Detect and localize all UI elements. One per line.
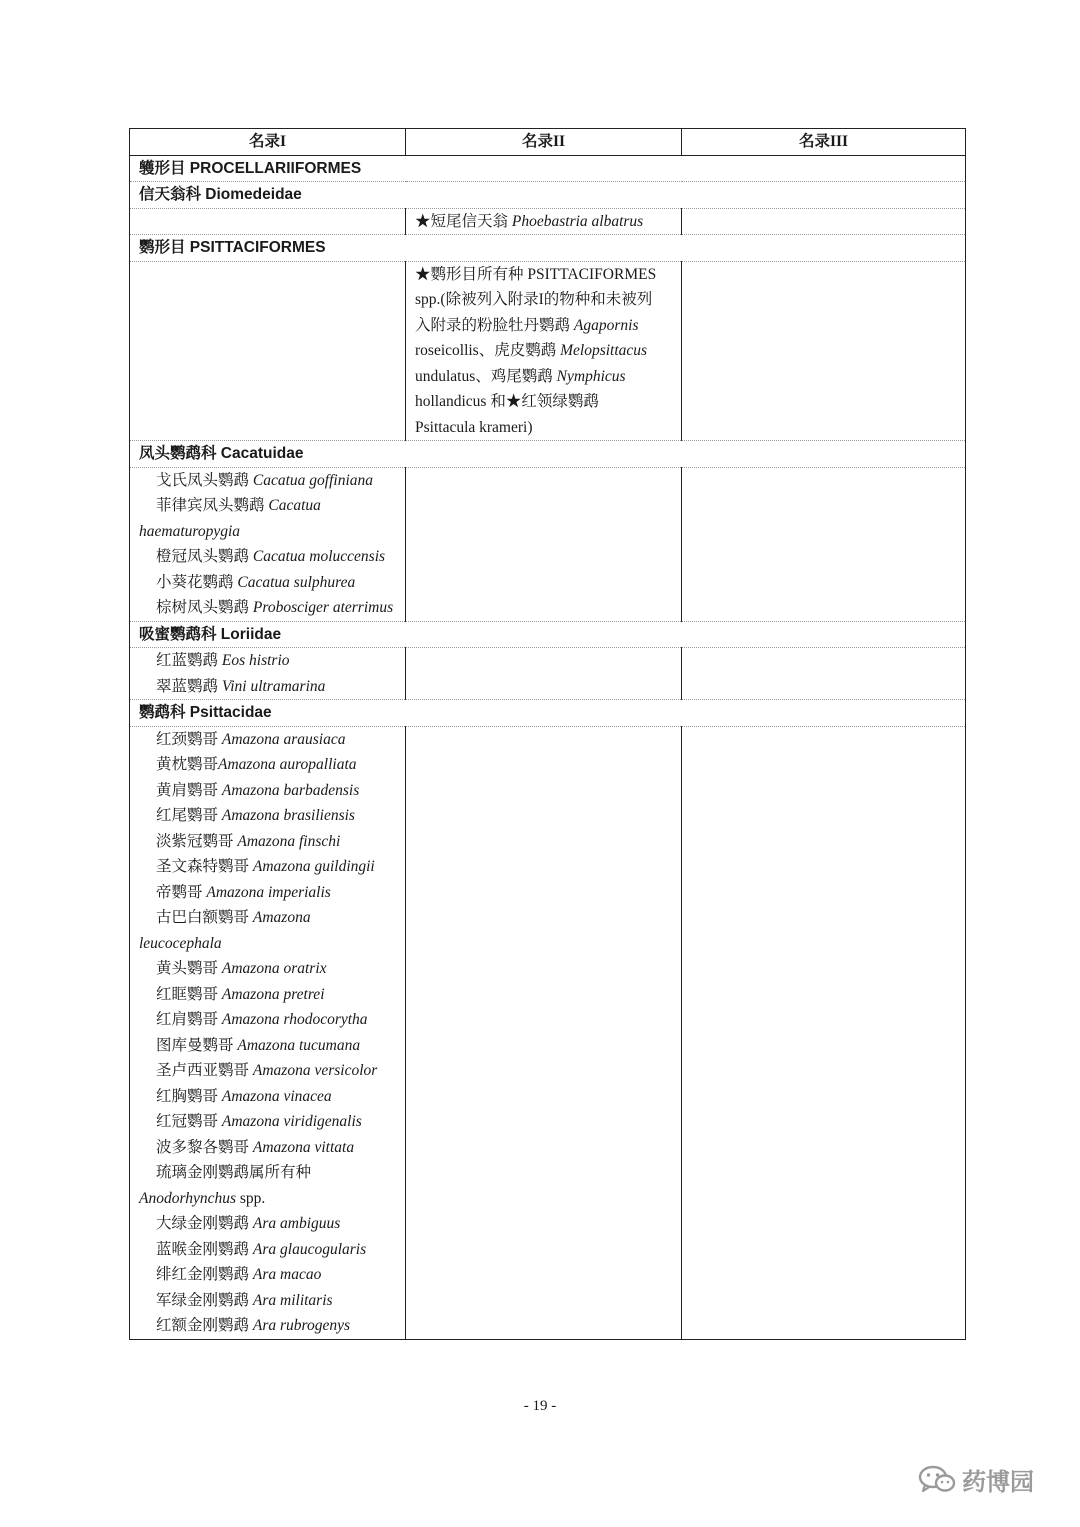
species-entry [139,1135,396,1161]
species-latin: Ara militaris [252,1291,333,1309]
table-row [130,208,966,235]
header-appendix-3: 名录III [682,129,966,156]
species-cn: 波多黎各鹦哥 [156,1138,253,1156]
note-latin: Melopsittacus [560,342,648,359]
species-cn: 蓝喉金刚鹦鹉 [156,1240,253,1258]
species-latin: Amazona barbadensis [221,781,360,799]
group-label: 吸蜜鹦鹉科 Loriidae [130,621,966,648]
note-text: undulatus、鸡尾鹦鹉 [415,367,557,385]
species-cn: 翠蓝鹦鹉 [156,677,222,695]
species-cn: 菲律宾凤头鹦鹉 [156,497,269,514]
species-latin: Amazona oratrix [221,960,327,977]
species-entry [139,778,396,804]
note-line [415,389,672,415]
species-latin: Vini ultramarina [221,677,326,695]
group-row-family [130,700,966,727]
species-cn: 古巴白额鹦哥 [156,909,253,926]
species-latin: Amazona imperialis [206,883,331,901]
group-label: 信天翁科 Diomedeidae [130,182,966,209]
species-cn: 淡紫冠鹦哥 [156,832,238,850]
group-label: 鹱形目 PROCELLARIIFORMES [130,155,966,182]
species-latin: Amazona auropalliata [218,756,357,773]
species-entry [139,905,396,956]
note-latin: Nymphicus [556,367,626,385]
species-suffix: spp. [236,1189,266,1207]
species-latin: Anodorhynchus [139,1189,237,1207]
species-cn: 琉璃金刚鹦鹉属所有种 [156,1164,312,1181]
species-latin: Amazona versicolor [252,1062,378,1079]
species-entry [139,493,396,544]
appendix-3-cell [682,208,966,235]
appendix-3-cell [682,726,966,1339]
species-entry [139,982,396,1008]
species-entry [415,209,672,235]
species-cn: 黄头鹦哥 [156,960,222,977]
watermark-text: 药博园 [962,1468,1034,1496]
species-cn: 戈氏凤头鹦鹉 [156,471,253,489]
species-latin: Phoebastria albatrus [511,212,644,230]
species-cn: 红颈鹦哥 [156,730,222,748]
species-cn: 绯红金刚鹦鹉 [156,1266,253,1283]
appendix-2-cell [406,648,682,700]
species-latin: Ara ambiguus [252,1215,341,1232]
species-entry [139,956,396,982]
group-row-order [130,155,966,182]
appendix-1-cell [130,726,406,1339]
note-text: ★鹦形目所有种 PSITTACIFORMES [415,265,657,283]
appendix-1-cell [130,467,406,621]
species-cn: 圣文森特鹦哥 [156,858,253,875]
species-entry [139,854,396,880]
appendix-3-cell [682,261,966,441]
species-entry [139,752,396,778]
species-latin: Ara glaucogularis [252,1240,367,1258]
table-row [130,648,966,700]
species-latin: Amazona vinacea [221,1087,332,1105]
group-label: 鹦形目 PSITTACIFORMES [130,235,966,262]
species-cn: 大绿金刚鹦鹉 [156,1215,253,1232]
note-text: roseicollis、虎皮鹦鹉 [415,342,561,359]
note-text: 入附录的粉脸牡丹鹦鹉 [415,316,574,334]
species-latin: Cacatua sulphurea [237,573,356,591]
species-entry [139,595,396,621]
table-row [130,726,966,1339]
table-row [130,261,966,441]
species-entry [139,1313,396,1339]
species-entry [139,570,396,596]
group-row-family [130,621,966,648]
appendix-1-cell [130,261,406,441]
wechat-icon [918,1465,956,1495]
species-latin: Ara rubrogenys [252,1317,351,1334]
species-cn: 小葵花鹦鹉 [156,573,238,591]
species-entry [139,1237,396,1263]
species-latin: Amazona pretrei [221,985,325,1003]
species-cn: 红尾鹦哥 [156,807,222,824]
species-cn: 棕树凤头鹦鹉 [156,599,253,616]
group-row-family [130,441,966,468]
appendix-3-cell [682,648,966,700]
note-text: hollandicus 和★红领绿鹦鹉 [415,393,599,410]
group-label: 鹦鹉科 Psittacidae [130,700,966,727]
watermark [918,1462,1034,1497]
species-latin: Amazona finschi [237,832,341,850]
appendix-2-cell [406,467,682,621]
species-cn: 黄肩鹦哥 [156,781,222,799]
species-cn: 红胸鹦哥 [156,1087,222,1105]
species-cn: 红冠鹦哥 [156,1113,222,1130]
species-cn: 帝鹦哥 [156,883,207,901]
species-latin: Amazona rhodocorytha [221,1011,368,1028]
appendix-1-cell [130,208,406,235]
table-row [130,467,966,621]
header-appendix-1: 名录I [130,129,406,156]
note-latin: Agapornis [573,316,639,334]
species-latin: Cacatua goffiniana [252,471,374,489]
note-line [415,287,672,313]
table-header-row [130,129,966,156]
species-entry [139,544,396,570]
species-cn: 图库曼鹦哥 [156,1036,238,1054]
species-entry [139,648,396,674]
note-line [415,364,672,390]
species-entry [139,1084,396,1110]
page-number: - 19 - [523,1398,557,1414]
species-entry [139,1007,396,1033]
species-latin: Amazona leucocephala [139,909,311,952]
species-entry [139,727,396,753]
note-line [415,313,672,339]
species-entry [139,829,396,855]
note-line [415,415,672,441]
species-entry [139,1262,396,1288]
species-latin: Amazona arausiaca [221,730,346,748]
species-latin: Amazona tucumana [237,1036,361,1054]
species-cn: 红眶鹦哥 [156,985,222,1003]
species-cn: 黄枕鹦哥 [156,756,219,773]
species-latin: Cacatua moluccensis [252,548,386,565]
appendix-2-cell [406,261,682,441]
species-entry [139,674,396,700]
note-text: spp.(除被列入附录I的物种和未被列 [415,291,653,308]
species-latin: Ara macao [252,1266,322,1283]
species-latin: Amazona brasiliensis [221,807,355,824]
note-line [415,262,672,288]
group-row-order [130,235,966,262]
species-cn: 橙冠凤头鹦鹉 [156,548,253,565]
species-entry [139,468,396,494]
species-entry [139,880,396,906]
species-latin: Amazona vittata [252,1138,355,1156]
appendix-table [129,128,966,1340]
species-latin: Probosciger aterrimus [252,599,394,616]
note-text: Psittacula krameri) [415,418,533,436]
species-cn: 红额金刚鹦鹉 [156,1317,253,1334]
species-cn: 红肩鹦哥 [156,1011,222,1028]
species-entry [139,1058,396,1084]
species-entry [139,1288,396,1314]
species-entry [139,1033,396,1059]
species-latin: Amazona guildingii [252,858,375,875]
species-latin: Cacatua haematuropygia [139,497,321,540]
species-entry [139,803,396,829]
species-latin: Amazona viridigenalis [221,1113,362,1130]
species-cn: 红蓝鹦鹉 [156,652,222,669]
species-entry [139,1211,396,1237]
group-row-family [130,182,966,209]
appendix-1-cell [130,648,406,700]
species-entry [139,1109,396,1135]
species-latin: Eos histrio [221,652,290,669]
group-label: 凤头鹦鹉科 Cacatuidae [130,441,966,468]
note-line [415,338,672,364]
appendix-2-cell [406,726,682,1339]
header-appendix-2: 名录II [406,129,682,156]
species-cn: 军绿金刚鹦鹉 [156,1291,253,1309]
species-cn: 圣卢西亚鹦哥 [156,1062,253,1079]
species-cn: ★短尾信天翁 [415,212,512,230]
species-entry [139,1160,396,1211]
appendix-3-cell [682,467,966,621]
appendix-2-cell [406,208,682,235]
